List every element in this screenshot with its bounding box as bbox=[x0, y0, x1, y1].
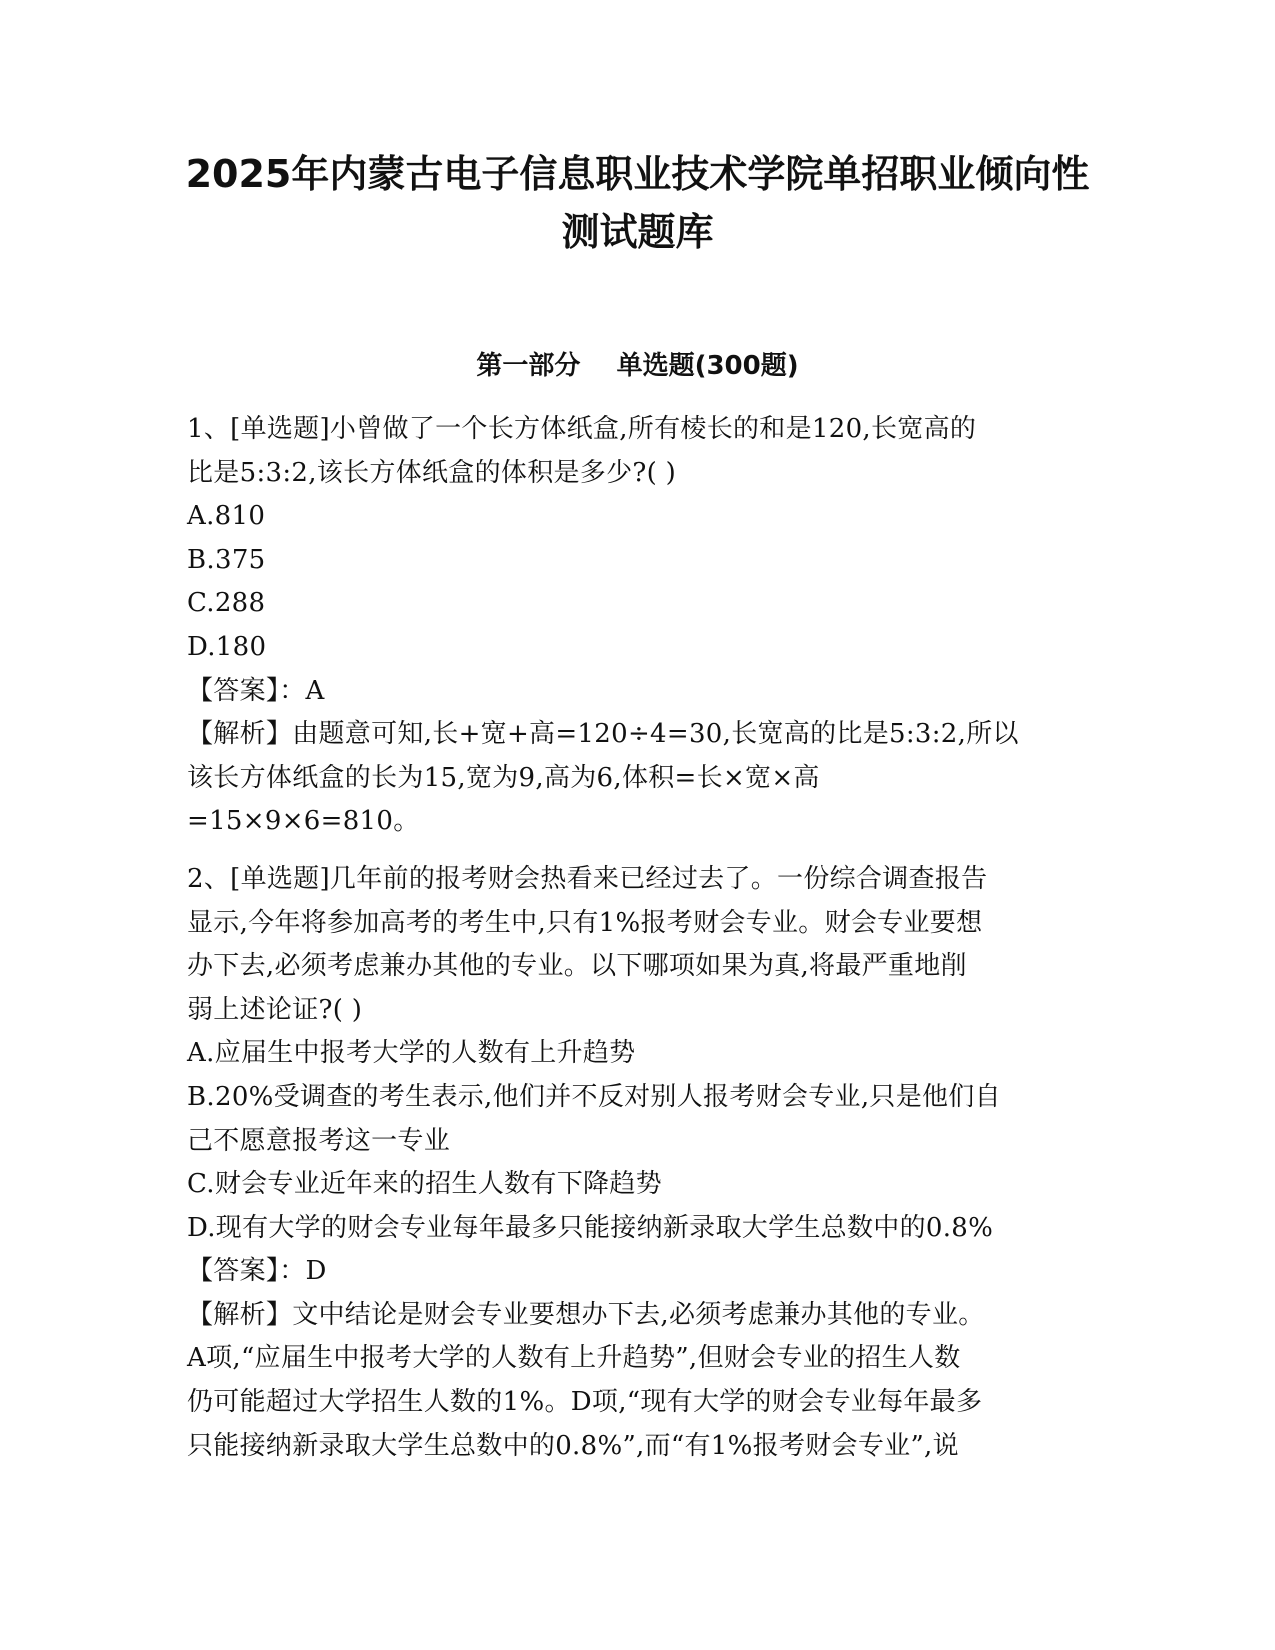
analysis-line: 仍可能超过大学招生人数的1%。D项,“现有大学的财会专业每年最多 bbox=[187, 1387, 983, 1418]
option-b: B.375 bbox=[187, 544, 266, 575]
questions-list bbox=[187, 408, 1067, 1468]
option-c: C.288 bbox=[187, 588, 266, 619]
question-spacer bbox=[187, 844, 1067, 858]
question-stem-line: 显示,今年将参加高考的考生中,只有1%报考财会专业。财会专业要想 bbox=[187, 907, 983, 938]
answer-line: 【答案】：D bbox=[187, 1256, 327, 1287]
option-a: A.应届生中报考大学的人数有上升趋势 bbox=[187, 1038, 636, 1069]
document-title-line-1: 2025年内蒙古电子信息职业技术学院单招职业倾向性 bbox=[185, 152, 1090, 196]
question-stem-line: 比是5:3:2,该长方体纸盒的体积是多少?( ) bbox=[187, 457, 677, 488]
option-c: C.财会专业近年来的招生人数有下降趋势 bbox=[187, 1169, 662, 1200]
analysis-line: 该长方体纸盒的长为15,宽为9,高为6,体积=长×宽×高 bbox=[187, 762, 820, 793]
question-block bbox=[187, 858, 1067, 1468]
analysis-line: 【解析】文中结论是财会专业要想办下去,必须考虑兼办其他的专业。 bbox=[187, 1299, 985, 1330]
option-d: D.180 bbox=[187, 631, 267, 662]
document-title-line-2: 测试题库 bbox=[561, 210, 714, 254]
option-b: B.20%受调查的考生表示,他们并不反对别人报考财会专业,只是他们自 bbox=[187, 1081, 1001, 1112]
question-stem-line: 弱上述论证?( ) bbox=[187, 994, 363, 1025]
section-heading: 第一部分 单选题(300题) bbox=[476, 351, 799, 381]
analysis-line: 【解析】由题意可知,长+宽+高=120÷4=30,长宽高的比是5:3:2,所以 bbox=[187, 719, 1019, 750]
question-stem-line: 办下去,必须考虑兼办其他的专业。以下哪项如果为真,将最严重地削 bbox=[187, 951, 967, 982]
question-stem-line: 2、[单选题]几年前的报考财会热看来已经过去了。一份综合调查报告 bbox=[187, 863, 988, 894]
option-d: D.现有大学的财会专业每年最多只能接纳新录取大学生总数中的0.8% bbox=[187, 1212, 994, 1243]
analysis-line: =15×9×6=810。 bbox=[187, 806, 420, 837]
option-b-continued: 己不愿意报考这一专业 bbox=[187, 1125, 451, 1156]
analysis-line: 只能接纳新录取大学生总数中的0.8%”,而“有1%报考财会专业”,说 bbox=[187, 1430, 959, 1461]
option-a: A.810 bbox=[187, 501, 266, 532]
question-stem-line: 1、[单选题]小曾做了一个长方体纸盒,所有棱长的和是120,长宽高的 bbox=[187, 414, 977, 444]
question-block bbox=[187, 408, 1067, 844]
analysis-line: A项,“应届生中报考大学的人数有上升趋势”,但财会专业的招生人数 bbox=[187, 1343, 961, 1374]
answer-line: 【答案】：A bbox=[187, 675, 325, 706]
